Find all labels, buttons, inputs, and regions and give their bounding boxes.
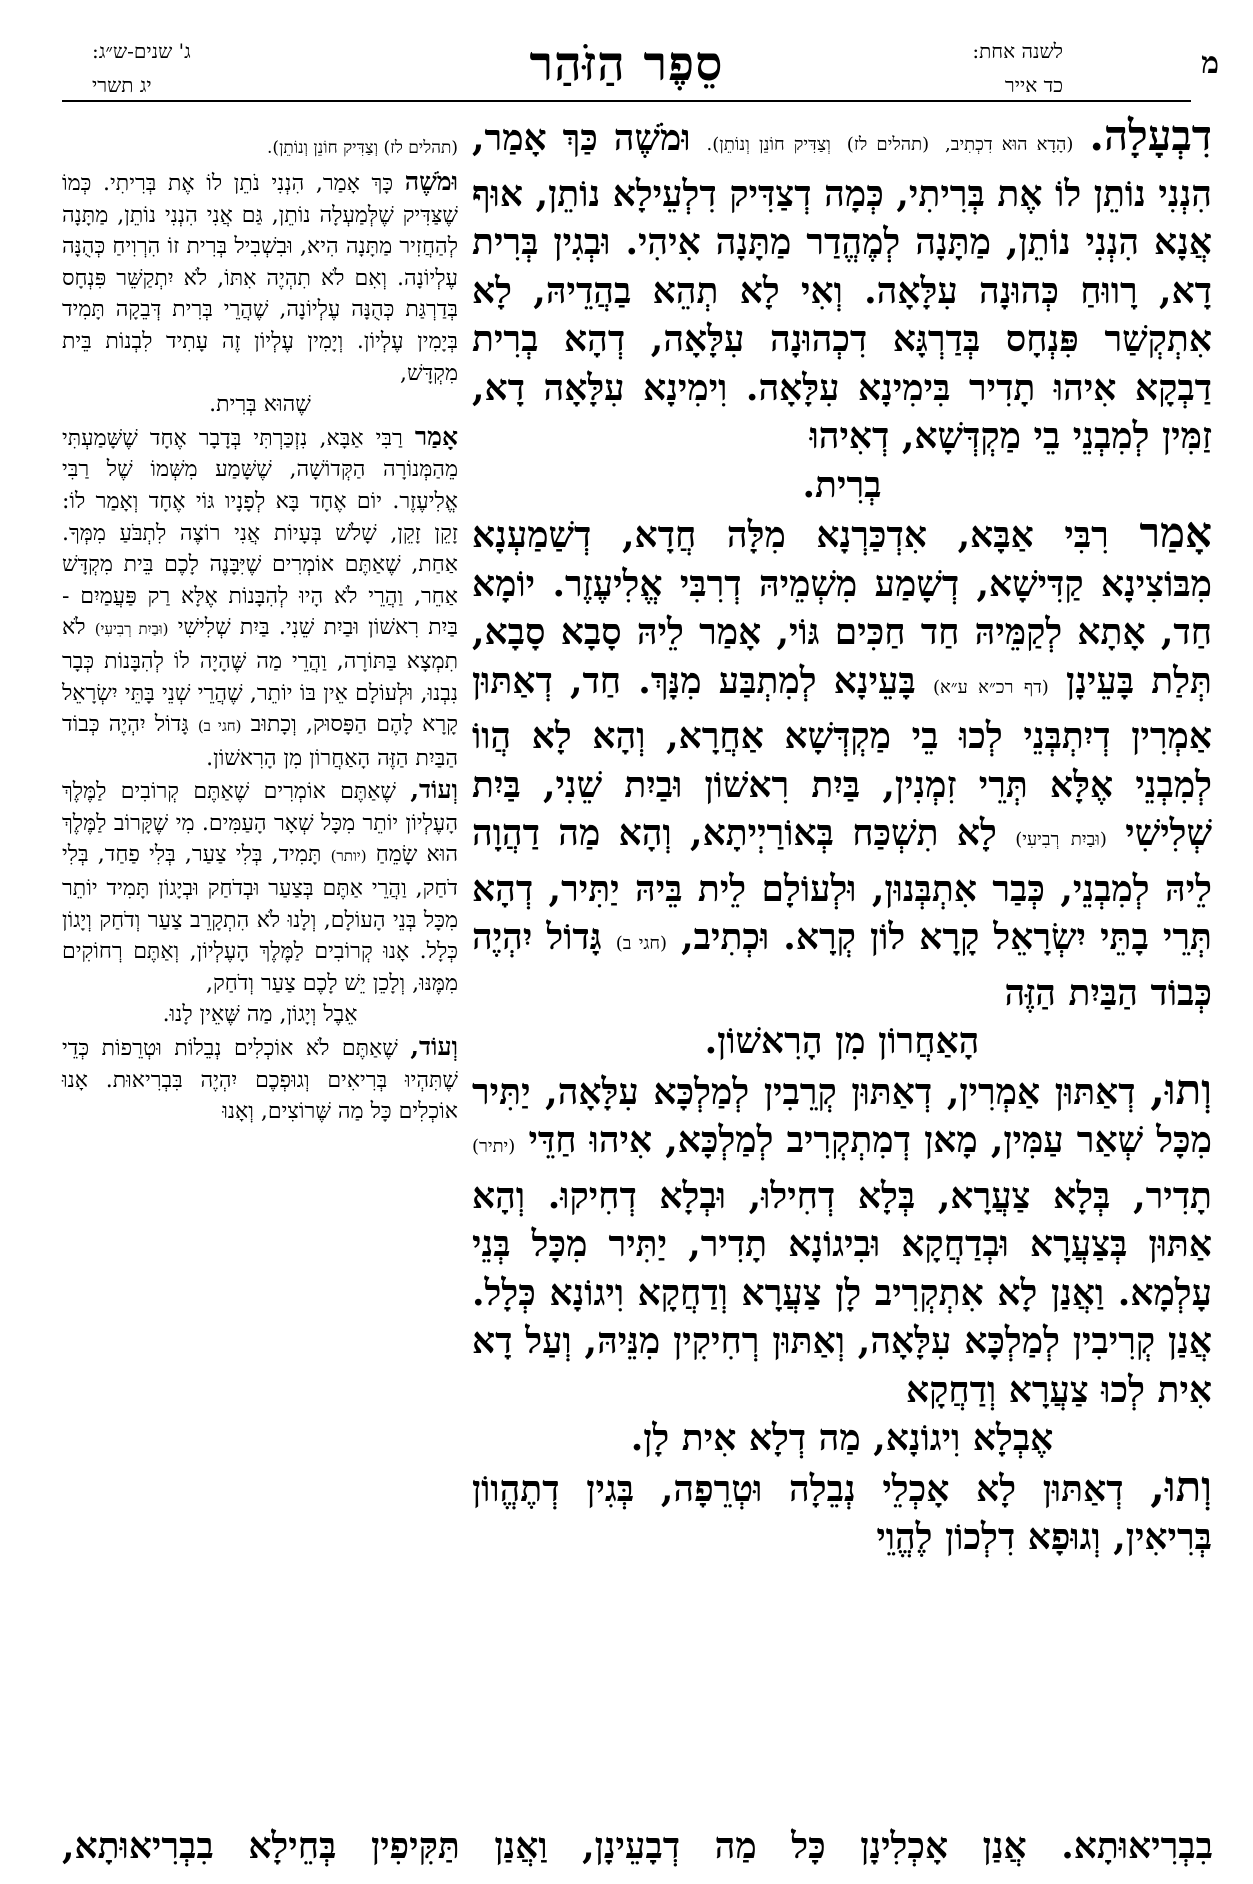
paragraph-text: שֶׁאַתֶּם אוֹמְרִים שֶׁאַתֶּם קְרוֹבִים לַמֶּלֶךְ הָעֶלְיוֹן יוֹתֵר מִכָּל שְׁאָר הָעַמִּים. מִי שֶׁקָּרוֹב לַמֶּלֶךְ הוּא שָׂמֵחַ <box>62 779 459 868</box>
paragraph-text: בָּעֵינָא לְמִתְבַּע מִנָּךְ. חַד, דְאַתּוּן אַמְרִין דְיִתְבְּנֵי לְכוּ בֵי מַקְדְּשָׁא אַחֲרָא, וְהָא לָא הֲווֹ לְמִבְנֵי אֶלָּא תְּרֵי זִמְנִין, בַּיִת רִאשׁוֹן וּבַיִת שֵׁנִי, בַּיִת שְׁלִישִׁי <box>472 659 1212 854</box>
folio-reference: (דף רכ״א ע״א) <box>932 676 1049 698</box>
study-date: כד אייר <box>1004 73 1063 97</box>
main-paragraph-2-end: הָאַחֲרוֹן מִן הָרִאשׁוֹן. <box>704 1020 980 1062</box>
page-number: מ <box>1201 46 1219 81</box>
book-title: סֵפֶר הַזֹּהַר <box>529 36 724 92</box>
variant-note: (וּבַיִת רְבִיעִי) <box>94 620 169 639</box>
header-divider <box>62 100 1191 102</box>
side-paragraph-4 <box>62 1031 458 1128</box>
opening-word: דִבְעָלָה. <box>1089 111 1212 160</box>
side-paragraph-1-end: שֶׁהוּא בְּרִית. <box>209 392 311 418</box>
translation-verse-ref: (תהלים לז) וְצַדִּיק חוֹנֵן וְנוֹתֵן). <box>267 138 458 158</box>
main-paragraph-4 <box>472 1463 1212 1562</box>
alt-study-date: יג תשרי <box>92 73 152 97</box>
opening-word: וּמֹשֶׁה <box>404 167 458 196</box>
paragraph-text: לֹא תִמְצָא בַּתּוֹרָה, וַהֲרֵי מַה שֶּׁהָיָה לוֹ לְהִבָּנוֹת כְּבָר נִבְנוּ, וּלְעוֹלָם אֵין בּוֹ יוֹתֵר, שֶׁהֲרֵי שְׁנֵי בָּתֵּי יִשְׂרָאֵל קָרָא לָהֶם הַפָּסוּק, וְכָתוּב <box>62 615 458 738</box>
bottom-full-width-line: בִבְרִיאוּתָא. אֲנַן אָכְלִינָן כָּל מַה דְבָעֵינָן, וַאֲנַן תַּקִּיפִין בְּחֵילָא בִבְרִיאוּתָא, <box>62 1825 1213 1867</box>
paragraph-text: דְאַתּוּן אַמְרִין, דְאַתּוּן קְרֵבִין לְמַלְכָּא עִלָּאָה, יַתִּיר מִכָּל שְׁאַר עַמִּין, מָאן דְמִתְקְרִיב לְמַלְכָּא, אִיהוּ חַדֵּי <box>472 1070 1212 1161</box>
side-paragraph-3 <box>62 774 458 999</box>
paragraph-text: תָדִיר, בְּלָא צַעֲרָא, בְּלָא דְחִילוּ, וּבְלָא דְחִיקוּ. וְהָא אַתּוּן בְּצַעֲרָא וּבְדַחֲקָא וּבִיגוֹנָא תָדִיר, יַתִּיר מִכָּל בְּנֵי עָלְמָא. וַאֲנַן לָא אִתְקְרִיב לָן צַעֲרָא וְדַחֲקָא וִיגוֹנָא כְּלָל. אֲנַן קְרִיבִין לְמַלְכָּא עִלָּאָה, וְאַתּוּן רְחִיקִין מִנֵּיהּ, וְעַל דָא אִית לְכוּ צַעֲרָא וְדַחֲקָא <box>472 1174 1212 1411</box>
variant-note: (יתיר) <box>472 1136 516 1157</box>
verse-source: (תהלים לז) <box>846 134 930 155</box>
main-paragraph-3 <box>472 1066 1212 1415</box>
paragraph-text: שֶׁאַתֶּם לֹא אוֹכְלִים נְבֵלוֹת וּטְרֵפוֹת כְּדֵי שֶׁתִּהְיוּ בְּרִיאִים וְגוּפְכֶם יִהְיֶה בִּבְרִיאוּת. אָנוּ אוֹכְלִים כָּל מַה שֶּׁרוֹצִים, וְאָנוּ <box>62 1036 458 1125</box>
paragraph-text: רִבִּי אַבָּא, אִדְכַּרְנָא מִלָּה חֲדָא, דְשַׁמַעְנָא מִבּוֹצִינָא קַדִּישָׁא, דְשָׁמַע מִשְׁמֵיהּ דְרִבִּי אֱלִיעֶזֶר. יוֹמָא חַד, אָתָא לְקַמֵּיהּ חַד חַכִּים גּוֹי, אָמַר לֵיהּ סָבָא סָבָא, תְּלַת בָּעֵינָן <box>472 514 1212 702</box>
paragraph-text: לָא תִשְׁכַּח בְּאוֹרַיְיתָא, וְהָא מַה דַהֲוָה לֵיהּ לְמִבְנֵי, כְּבַר אִתְבְּנוּן, וּלְעוֹלָם לֵית בֵּיהּ יַתִּיר, דְהָא תְּרֵי בָתֵּי יִשְׂרָאֵל קָרָא לוֹן קְרָא. וּכְתִיב, <box>472 812 1212 958</box>
opening-word: וְעוֹד, <box>410 1032 458 1062</box>
paragraph-text: כָּךְ אָמַר, הִנְנִי נֹתֵן לוֹ אֶת בְּרִיתִי. כְּמוֹ שֶׁצַּדִּיק שֶׁלְּמַעְלָה נוֹתֵן, גַּם אֲנִי הִנְנִי נוֹתֵן, מַתָּנָה לְהַחֲזִיר מַתָּנָה הִיא, וּבִשְׁבִיל בְּרִית זוֹ הִרְוִיחַ כְּהֻנָּה עֶלְיוֹנָה. וְאִם לֹא תִהְיֶה אִתּוֹ, לֹא יִתְקַשֵּׁר פִּנְחָס בְּדַרְגַּת כְּהֻנָּה עֶלְיוֹנָה, שֶׁהֲרֵי בְּרִית דְּבֵקָה תָּמִיד בְּיָמִין עֶלְיוֹן. וְיָמִין עֶלְיוֹן זֶה עָתִיד לִבְנוֹת בֵּית מִקְדָּשׁ, <box>62 171 458 386</box>
paragraph-text: וּמֹשֶׁה כַּךְ אָמַר, הִנְנִי נוֹתֵן לוֹ אֶת בְּרִיתִי, כְּמָה דְצַדִּיק דִלְעֵילָא נוֹתֵן, אוּף אֲנָא הִנְנִי נוֹתֵן, מַתָּנָה לְמֶהֱדַר מַתָּנָה אִיהִי. וּבְגִין בְּרִית דָא, רָווּחַ כְּהוּנָה עִלָּאָה. וְאִי לָא תְהֵא בַהֲדֵיהּ, לָא אִתְקְשַׁר פִּנְחָס בְּדַרְגָּא דִכְהוּנָה עִלָּאָה, דְהָא בְרִית דַבְקָא אִיהוּ תָדִיר בִּימִינָא עִלָּאָה. וִימִינָא עִלָּאָה דָא, זַמִּין לְמִבְנֵי בֵי מַקְדְּשָׁא, דְאִיהוּ <box>472 117 1212 457</box>
main-paragraph-3-end: אֶבְלָא וִיגוֹנָא, מַה דְלָא אִית לָן. <box>630 1417 1054 1459</box>
variant-note: (יותר) <box>330 847 367 866</box>
paragraph-text: רַבִּי אַבָּא, נִזְכַּרְתִּי בְּדָבָר אֶחָד שֶׁשָּׁמַעְתִּי מֵהַמְּנוֹרָה הַקְּדוֹשָׁה, שֶׁשָּׁמַע מִשְּׁמוֹ שֶׁל רַבִּי אֱלִיעֶזֶר. יוֹם אֶחָד בָּא לְפָנָיו גּוֹי אֶחָד וְאָמַר לוֹ: זָקֵן זָקֵן, שָׁלֹשׁ בְּעָיוֹת אֲנִי רוֹצֶה לִתְבֹּעַ מִמְּךָ. אַחַת, שֶׁאַתֶּם אוֹמְרִים שֶׁיִּבָּנֶה לָכֶם בֵּית מִקְדָּשׁ אַחֵר, וַהֲרֵי לֹא הָיוּ לְהִבָּנוֹת אֶלָּא רַק פַּעֲמַיִם - בַּיִת רִאשׁוֹן וּבַיִת שֵׁנִי. בַּיִת שְׁלִישִׁי <box>62 425 458 641</box>
main-paragraph-1 <box>472 112 1212 461</box>
side-paragraph-1 <box>62 166 458 389</box>
paragraph-text: דְאַתּוּן לָא אָכְלֵי נְבֵלָה וּטְרֵפָה, בְּגִין דְתֶהֱווֹן בְּרִיאִין, וְגוּפָא דִלְכוֹן לֶהֱוֵי <box>472 1467 1212 1558</box>
paragraph-text: תָּמִיד, בְּלִי צַעַר, בְּלִי פַחַד, בְּלִי דֹחַק, וַהֲרֵי אַתֶּם בְּצַעַר וּבְדֹחַק וּבְיָגוֹן תָּמִיד יוֹתֵר מִכָּל בְּנֵי הָעוֹלָם, וְלָנוּ לֹא הִתְקָרֵב צַעַר וְדֹחַק וְיָגוֹן כְּלָל. אָנוּ קְרוֹבִים לַמֶּלֶךְ הָעֶלְיוֹן, וְאַתֶּם רְחוֹקִים מִמֶּנּוּ, וְלָכֵן יֵשׁ לָכֶם צַעַר וְדֹחַק, <box>62 842 458 996</box>
opening-word: אָמַר <box>1139 508 1212 557</box>
verse-source: (חגי ב) <box>615 933 668 954</box>
main-text-column <box>472 112 1212 1562</box>
alt-schedule-label: ג' שנים-ש״ג: <box>92 39 191 63</box>
verse-intro: (הָדָא הוּא דִכְתִיב, <box>945 134 1074 155</box>
study-schedule-label: לשנה אחת: <box>972 39 1063 63</box>
opening-word: וְעוֹד, <box>410 775 458 805</box>
opening-word: אָמַר <box>414 421 459 451</box>
opening-word: וְתוּ, <box>1150 1461 1212 1511</box>
header-left-info <box>92 34 191 102</box>
side-paragraph-3-end: אֵבֶל וְיָגוֹן, מַה שֶּׁאֵין לָנוּ. <box>162 1002 358 1028</box>
opening-word: וְתוּ, <box>1150 1064 1212 1114</box>
main-paragraph-2 <box>472 509 1212 1017</box>
verse-quote: וְצַדִּיק חוֹנֵן וְנוֹתֵן). <box>706 134 831 155</box>
verse-source: (חגי ב) <box>197 717 242 736</box>
paragraph-text: גָּדוֹל יִהְיֶה כְּבוֹד הַבַּיִת הַזֶּה הָאַחֲרוֹן מִן הָרִאשׁוֹן. <box>62 712 458 771</box>
translation-column <box>62 136 458 1128</box>
variant-note: (וּבַיִת רְבִיעִי) <box>1015 829 1107 850</box>
paragraph-text: גָּדוֹל יִהְיֶה כְּבוֹד הַבַּיִת הַזֶּה <box>472 916 1212 1014</box>
main-paragraph-1-end: בְרִית. <box>802 463 882 506</box>
side-paragraph-2 <box>62 421 458 775</box>
